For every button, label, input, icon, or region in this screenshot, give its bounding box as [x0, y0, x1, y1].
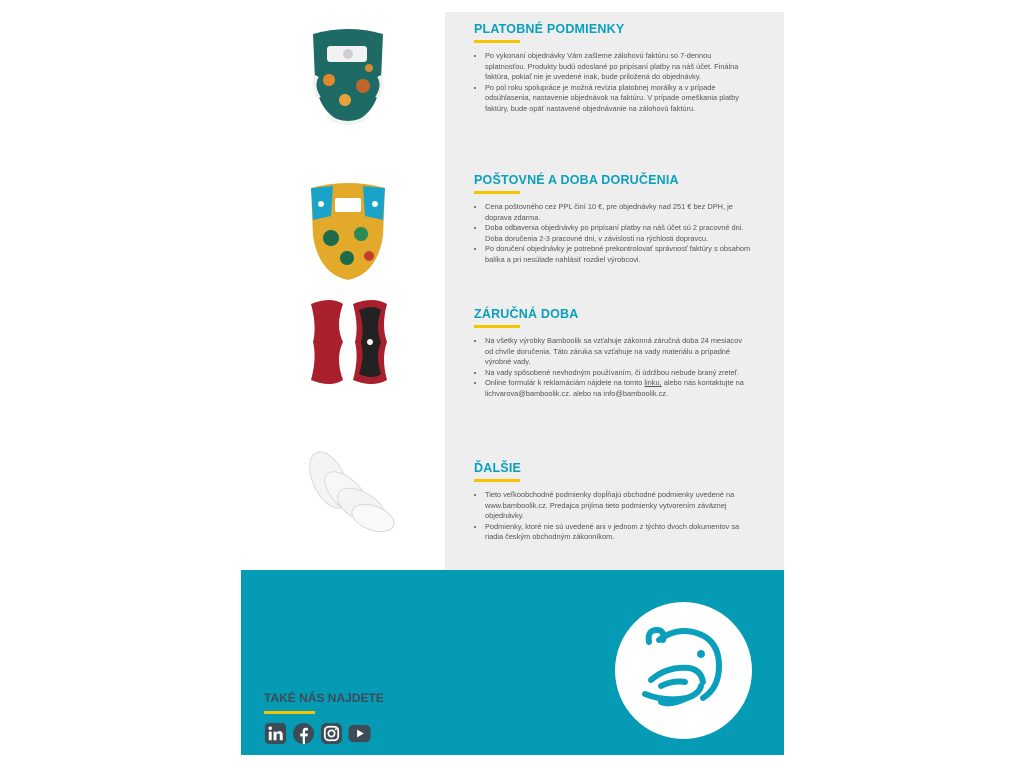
- list-item: • Podmienky, ktoré nie sú uvedené ani v jednom z týchto dvoch dokumentov sa riadia českým obchodným zákonníkom.: [485, 522, 752, 543]
- facebook-icon[interactable]: [292, 722, 315, 745]
- section-other: [474, 461, 752, 543]
- document-page: [241, 12, 784, 755]
- list-item: • Cena poštovného cez PPL činí 10 €, pre objednávky nad 251 € bez DPH, je doprava zdarma.: [485, 202, 752, 223]
- title-underline: [474, 40, 520, 43]
- section-title: ĎALŠIE: [474, 461, 522, 475]
- cover-diaper-green-image: [307, 20, 389, 132]
- list-item: • Doba odbavenia objednávky po pripísaní platby na náš účet sú 2 pracovné dni. Doba doručenia 2-3 pracovné dni, v závislosti na rýchlosti dopravcu.: [485, 223, 752, 244]
- section-warranty: [474, 307, 752, 400]
- list-item: • Po vykonaní objednávky Vám zašleme zálohovú faktúru so 7-dennou splatnosťou. Produkty budú odoslané po pripísaní platby na náš účet. Finálna faktúra, pokiaľ nie je uvedené inak, bude priložená do objednávky.: [485, 51, 752, 83]
- list-item-text: alebo nás kontaktujte na lichvarova@bamboolik.cz. alebo na info@bamboolik.cz.: [485, 378, 744, 398]
- section-title: PLATOBNÉ PODMIENKY: [474, 22, 625, 36]
- linkedin-icon[interactable]: [264, 722, 287, 745]
- title-underline: [474, 479, 520, 482]
- section-title: ZÁRUČNÁ DOBA: [474, 307, 579, 321]
- section-payment-terms: [474, 22, 752, 115]
- list-item: • Tieto veľkoobchodné podmienky dopĺňajú obchodné podmienky uvedené na www.bamboolik.cz. Predajca prijíma tieto podmienky vytvorením záväznej objednávky.: [485, 490, 752, 522]
- list-item: • Po doručení objednávky je potrebné prekontrolovať správnosť faktúry s obsahom balíka a pri nesúlade nahlásiť rozdiel výrobcovi.: [485, 244, 752, 265]
- social-links: [264, 722, 371, 745]
- brand-logo: [615, 602, 752, 739]
- list-item: • Na všetky výrobky Bamboolik sa vzťahuje zákonná záručná doba 24 mesiacov od chvíle doručenia. Táto záruka sa vzťahuje na vady materiálu a prípadné výrobné vady.: [485, 336, 752, 368]
- cloth-pads-white-image: [299, 442, 399, 542]
- cloth-pads-red-image: [303, 296, 395, 388]
- section-list: [474, 336, 752, 400]
- follow-us-title: TAKÉ NÁS NAJDETE: [264, 691, 384, 705]
- complaint-form-link[interactable]: linku,: [644, 378, 662, 388]
- title-underline: [474, 191, 520, 194]
- footer: [241, 570, 784, 755]
- title-underline: [264, 711, 315, 714]
- bamboolik-mascot-icon: [615, 602, 752, 739]
- title-underline: [474, 325, 520, 328]
- section-list: [474, 490, 752, 543]
- section-list: [474, 51, 752, 115]
- list-item: • Na vady spôsobené nevhodným používaním, či údržbou nebude braný zreteľ.: [485, 368, 752, 379]
- cover-diaper-yellow-image: [305, 176, 391, 286]
- list-item-text: Online formulár k reklamáciám nájdete na tomto: [485, 378, 645, 388]
- instagram-icon[interactable]: [320, 722, 343, 745]
- section-shipping: [474, 173, 752, 266]
- section-title: POŠTOVNÉ A DOBA DORUČENIA: [474, 173, 679, 187]
- list-item: [485, 378, 752, 399]
- list-item: • Po pol roku spolupráce je možná revízia platobnej morálky a v prípade odsúhlasenia, nastavenie objednávok na faktúru. V prípade omeškania platby faktúry, bude opäť nastavené objednávanie na zálohovú faktúru.: [485, 83, 752, 115]
- section-list: [474, 202, 752, 266]
- youtube-icon[interactable]: [348, 722, 371, 745]
